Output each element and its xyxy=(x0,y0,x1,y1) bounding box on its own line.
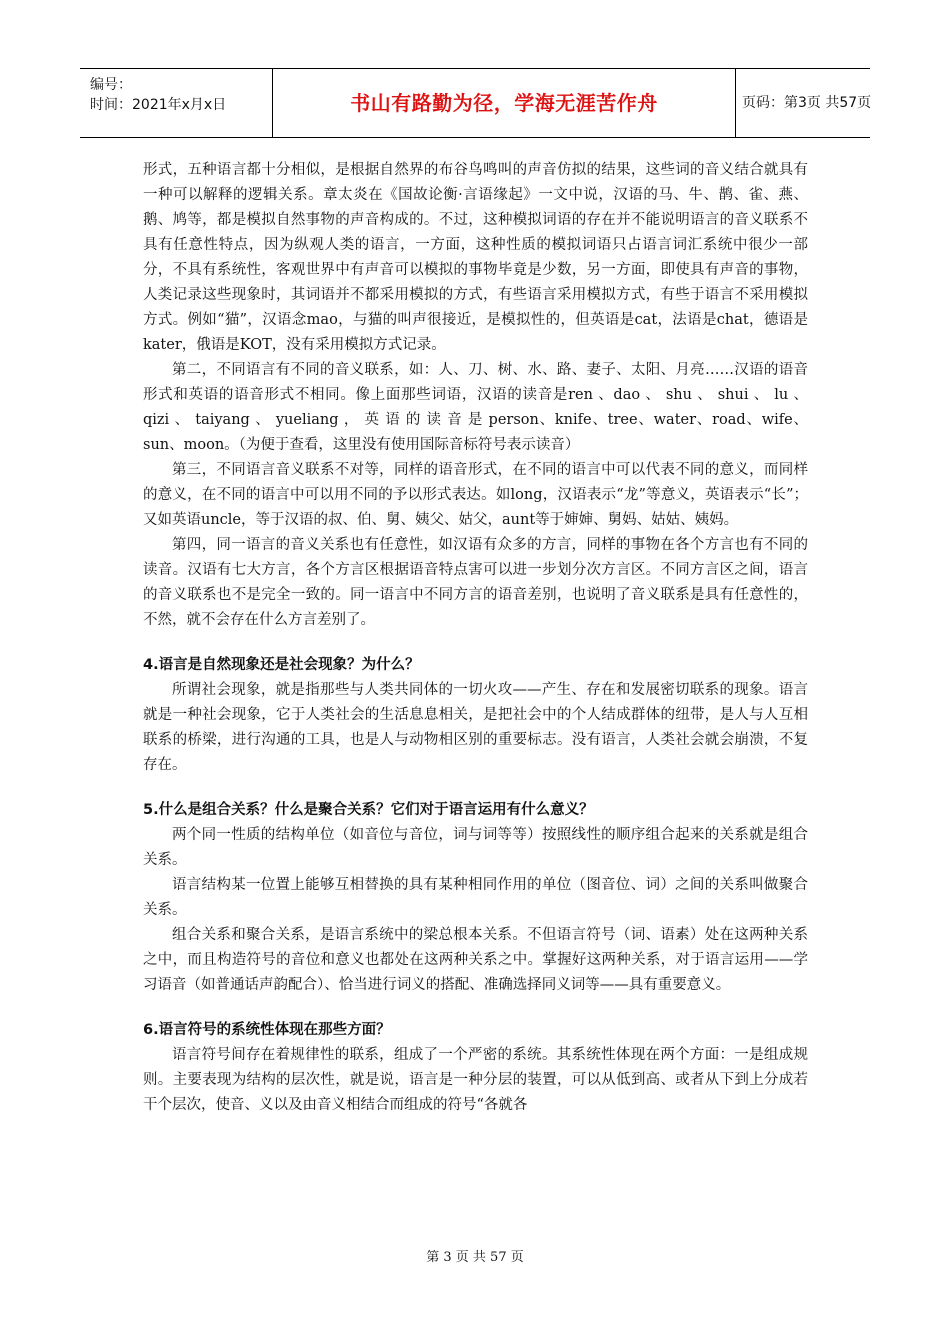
paragraph: 两个同一性质的结构单位（如音位与音位，词与词等等）按照线性的顺序组合起来的关系就是组合关系。 xyxy=(143,827,808,868)
question-heading: 5.什么是组合关系？什么是聚合关系？它们对于语言运用有什么意义？ xyxy=(143,802,594,818)
paragraph: 形式，五种语言都十分相似，是根据自然界的布谷鸟鸣叫的声音仿拟的结果，这些词的音义结合就具有一种可以解释的逻辑关系。章太炎在《国故论衡·言语缘起》一文中说，汉语的马、牛、鹊、雀、燕、鹅、鸠等，都是模拟自然事物的声音构成的。不过，这种模拟词语的存在并不能说明语言的音义联系不具有任意性特点，因为纵观人类的语言，一方面，这种性质的模拟词语只占语言词汇系统中很少一部分，不具有系统性，客观世界中有声音可以模拟的事物毕竟是少数，另一方面，即使具有声音的事物，人类记录这些现象时，其词语并不都采用模拟的方式，有些语言采用模拟方式，有些于语言不采用模拟方式。例如“猫”，汉语念mao，与猫的叫声很接近，是模拟性的，但英语是cat，法语是chat，德语是kater，俄语是KOT，没有采用模拟方式记录。 xyxy=(143,162,808,353)
paragraph: 第三，不同语言音义联系不对等，同样的语音形式，在不同的语言中可以代表不同的意义，而同样的意义，在不同的语言中可以用不同的予以形式表达。如long，汉语表示“龙”等意义，英语表示“长”；又如英语uncle，等于汉语的叔、伯、舅、姨父、姑父，aunt等于婶婶、舅妈、姑姑、姨妈。 xyxy=(143,462,808,528)
header-page-cell xyxy=(736,69,870,137)
paragraph: 所谓社会现象，就是指那些与人类共同体的一切火攻——产生、存在和发展密切联系的现象。语言就是一种社会现象，它于人类社会的生活息息相关，是把社会中的个人结成群体的纽带，是人与人互相联系的桥梁，进行沟通的工具，也是人与动物相区别的重要标志。没有语言，人类社会就会崩溃，不复存在。 xyxy=(143,682,808,773)
spacer xyxy=(143,998,808,1018)
page-header xyxy=(80,68,870,138)
document-body xyxy=(143,158,808,1118)
page-footer: 第 3 页 共 57 页 xyxy=(426,1250,524,1265)
paragraph: 组合关系和聚合关系，是语言系统中的梁总根本关系。不但语言符号（词、语素）处在这两种关系之中，而且构造符号的音位和意义也都处在这两种关系之中。掌握好这两种关系，对于语言运用——学习语音（如普通话声韵配合）、恰当进行词义的搭配、准确选择同义词等——具有重要意义。 xyxy=(143,927,808,993)
spacer xyxy=(143,778,808,798)
header-motto-cell xyxy=(273,69,736,137)
document-code-label: 编号： xyxy=(90,77,132,93)
paragraph: 第四，同一语言的音义关系也有任意性，如汉语有众多的方言，同样的事物在各个方言也有不同的读音。汉语有七大方言，各个方言区根据语音特点害可以进一步划分次方言区。不同方言区之间，语言的音义联系也不是完全一致的。同一语言中不同方言的语音差别，也说明了音义联系是具有任意性的，不然，就不会存在什么方言差别了。 xyxy=(143,537,808,628)
paragraph: 语言符号间存在着规律性的联系，组成了一个严密的系统。其系统性体现在两个方面：一是组成规则。主要表现为结构的层次性，就是说，语言是一种分层的装置，可以从低到高、或者从下到上分成若干个层次，使音、义以及由音义相结合而组成的符号“各就各 xyxy=(143,1047,808,1113)
question-heading: 6.语言符号的系统性体现在那些方面？ xyxy=(143,1022,391,1038)
header-meta xyxy=(80,69,273,137)
paragraph: 语言结构某一位置上能够互相替换的具有某种相同作用的单位（图音位、词）之间的关系叫做聚合关系。 xyxy=(143,877,808,918)
spacer xyxy=(143,633,808,653)
header-motto: 书山有路勤为径，学海无涯苦作舟 xyxy=(350,91,658,115)
document-date-label: 时间：2021年x月x日 xyxy=(90,97,227,113)
paragraph: 第二，不同语言有不同的音义联系，如：人、刀、树、水、路、妻子、太阳、月亮……汉语的语音形式和英语的语音形式不相同。像上面那些词语，汉语的读音是ren 、dao 、 shu 、 shui 、 lu 、 qizi 、 taiyang 、 yueliang ， 英 语 的 读 音 是 person、knife、tree、water、road、wife、sun、moon。（为便于查看，这里没有使用国际音标符号表示读音） xyxy=(143,362,808,453)
question-heading: 4.语言是自然现象还是社会现象？为什么？ xyxy=(143,657,420,673)
header-page-info: 页码：第3页 共57页 xyxy=(742,95,872,111)
